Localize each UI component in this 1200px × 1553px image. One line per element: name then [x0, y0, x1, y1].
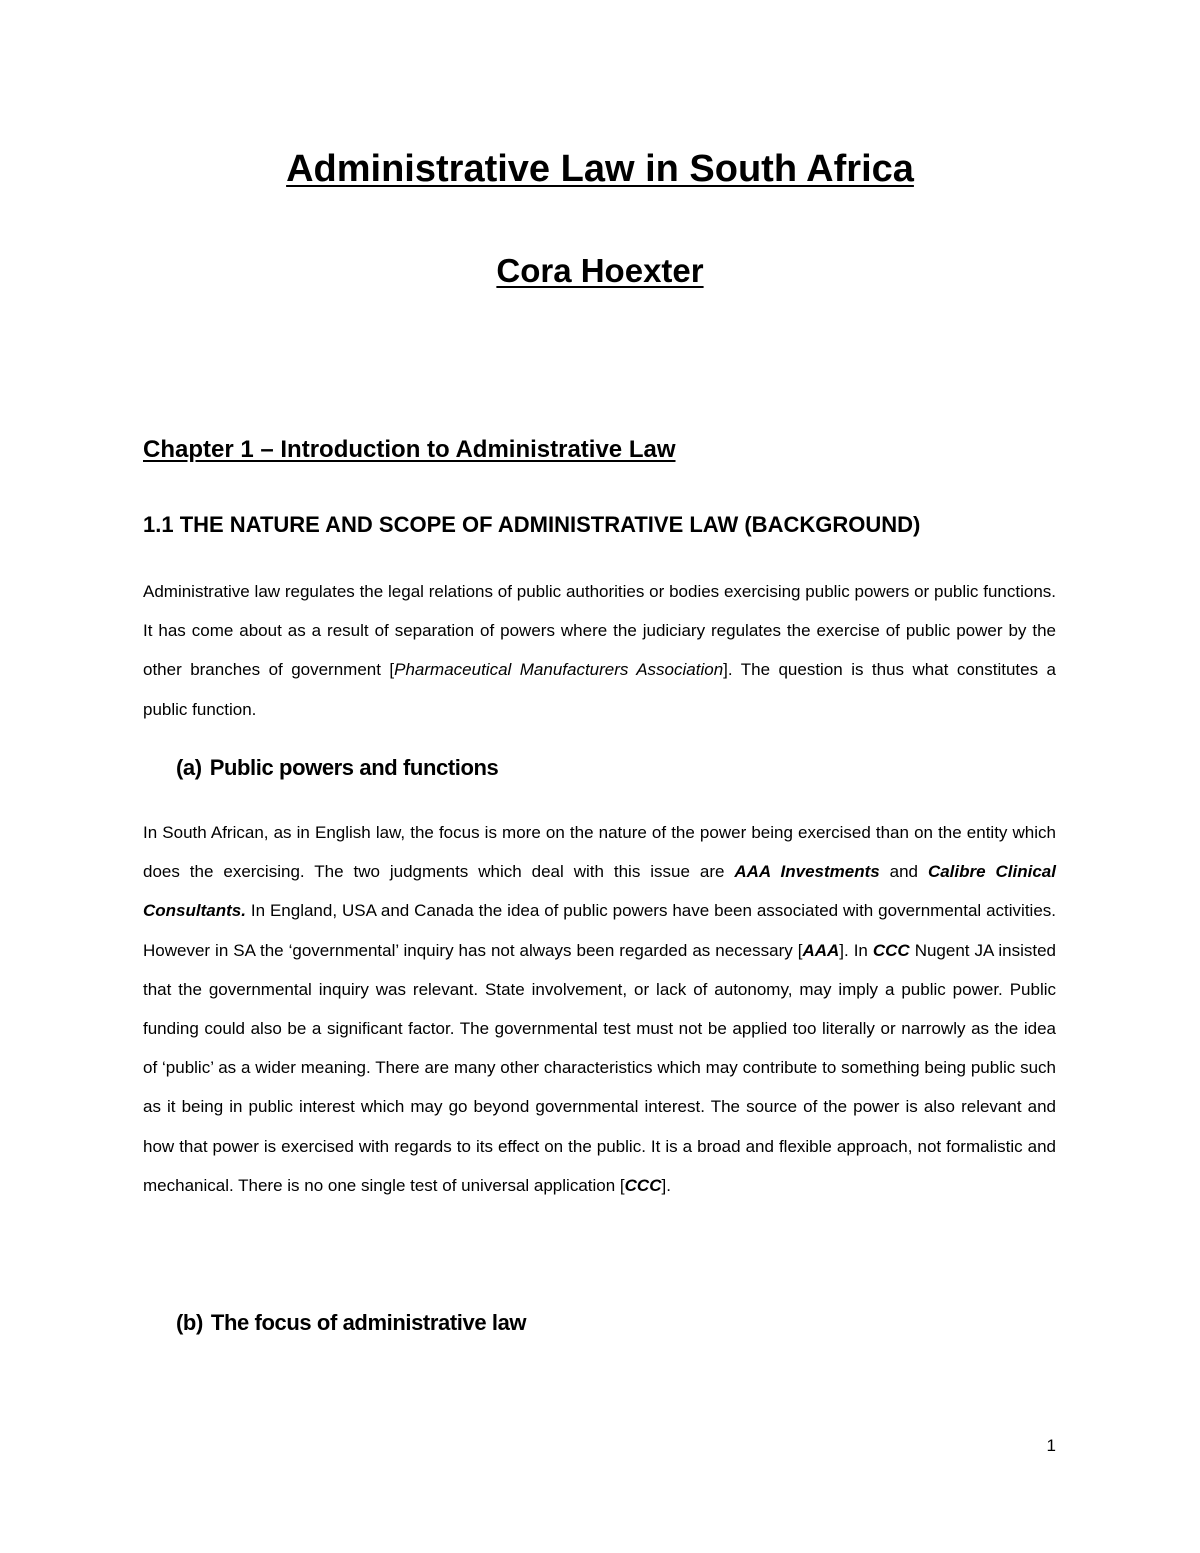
section-1-1-paragraph [143, 572, 1056, 729]
paragraph-text: and [879, 862, 928, 882]
case-citation-ccc: CCC [624, 1175, 662, 1195]
case-citation-aaa: AAA [802, 940, 840, 960]
subsection-marker: (b) [176, 1310, 203, 1335]
paragraph-text: ]. In [839, 940, 873, 960]
paragraph-text: ]. The question is thus what constitutes a public function. [143, 660, 1057, 719]
case-citation-pharmaceutical: Pharmaceutical Manufacturers Association [394, 660, 724, 680]
paragraph-text: ]. [661, 1175, 671, 1195]
chapter-heading: Chapter 1 – Introduction to Administrative Law [143, 436, 676, 463]
subsection-a-paragraph [143, 813, 1056, 1205]
case-citation-aaa-investments: AAA Investments [734, 862, 880, 882]
section-1-1-heading: 1.1 THE NATURE AND SCOPE OF ADMINISTRATIVE LAW (BACKGROUND) [143, 512, 921, 537]
document-title: Administrative Law in South Africa [286, 148, 914, 190]
case-citation-calibre-clinical: Calibre Clinical Consultants. [143, 862, 1056, 921]
subsection-a-heading [176, 755, 498, 781]
paragraph-text: In South African, as in English law, the focus is more on the nature of the power being exercised than on the entity which does the exercising. The two judgments which deal with this issue are [143, 823, 1056, 882]
subsection-marker: (a) [176, 755, 202, 780]
paragraph-text: In England, USA and Canada the idea of public powers have been associated with governmental activities. However in SA the ‘governmental’ inquiry has not always been regarded as necessary [ [143, 901, 1056, 960]
subsection-title: The focus of administrative law [210, 1310, 527, 1335]
case-citation-ccc: CCC [872, 940, 910, 960]
paragraph-text: Administrative law regulates the legal relations of public authorities or bodies exercising public powers or public functions. It has come about as a result of separation of powers where the judiciary regulates the exercise of public power by the other branches of government [ [143, 582, 1056, 680]
page-number: 1 [1046, 1436, 1056, 1455]
paragraph-text: Nugent JA insisted that the governmental inquiry was relevant. State involvement, or lack of autonomy, may imply a public power. Public funding could also be a significant factor. The governmental test must not be applied too literally or narrowly as the idea of ‘public’ as a wider meaning. There are many other characteristics which may contribute to something being public such as it being in public interest which may go beyond governmental interest. The source of the power is also relevant and how that power is exercised with regards to its effect on the public. It is a broad and flexible approach, not formalistic and mechanical. There is no one single test of universal application [ [143, 940, 1057, 1195]
subsection-b-heading [176, 1310, 526, 1336]
document-author: Cora Hoexter [496, 252, 704, 289]
subsection-title: Public powers and functions [209, 755, 499, 780]
